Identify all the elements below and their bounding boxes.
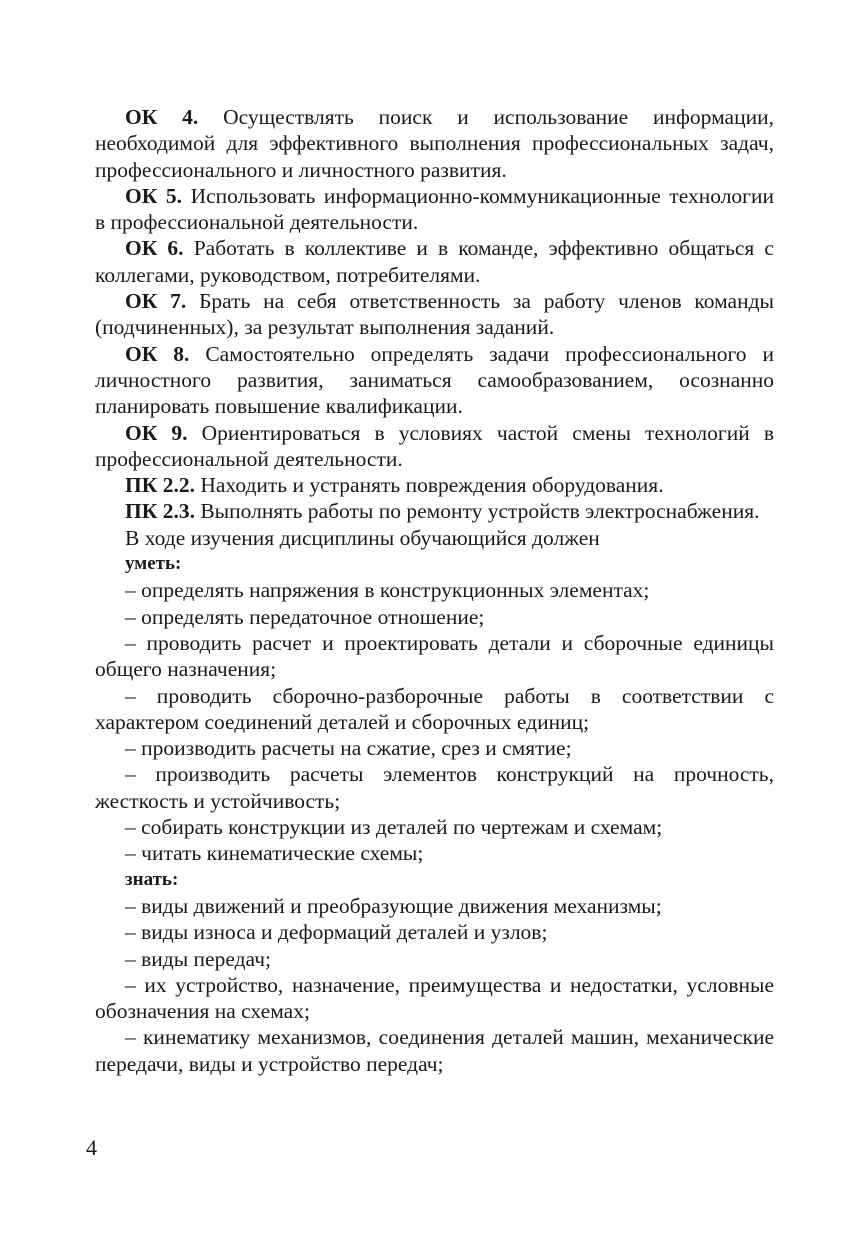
page-number: 4 bbox=[86, 1135, 97, 1160]
competency-ok4 bbox=[95, 104, 774, 183]
competency-text: Осуществлять поиск и использование информации, необходимой для эффективного выполнения профессиональных задач, профессионального и личностного развития. bbox=[95, 105, 774, 182]
competency-text: Брать на себя ответственность за работу членов команды (подчиненных), за результат выполнения заданий. bbox=[95, 289, 774, 340]
competency-code: ОК 6. bbox=[125, 236, 184, 261]
skill-item: – читать кинематические схемы; bbox=[125, 841, 424, 866]
competency-text: Находить и устранять повреждения оборудования. bbox=[200, 473, 664, 498]
intro-line: В ходе изучения дисциплины обучающийся должен bbox=[125, 525, 600, 550]
competency-ok7 bbox=[95, 288, 774, 341]
competency-text: Выполнять работы по ремонту устройств электроснабжения. bbox=[200, 499, 760, 524]
competency-ok6 bbox=[95, 235, 774, 288]
competency-ok8 bbox=[95, 341, 774, 420]
skill-item: – собирать конструкции из деталей по чертежам и схемам; bbox=[125, 815, 663, 840]
knowledge-item: – кинематику механизмов, соединения деталей машин, механические передачи, виды и устройство передач; bbox=[95, 1025, 774, 1076]
skill-item: – производить расчеты на сжатие, срез и смятие; bbox=[125, 736, 572, 761]
competency-text: Использовать информационно-коммуникационные технологии в профессиональной деятельности. bbox=[95, 183, 774, 235]
competency-text: Ориентироваться в условиях частой смены технологий в профессиональной деятельности. bbox=[95, 420, 774, 471]
competency-pk22 bbox=[95, 472, 774, 498]
competency-code: ОК 5. bbox=[125, 183, 182, 208]
competency-text: Работать в коллективе и в команде, эффективно общаться с коллегами, руководством, потребителями. bbox=[95, 236, 774, 287]
skill-item: – проводить расчет и проектировать детали и сборочные единицы общего назначения; bbox=[95, 630, 774, 682]
competency-text: Самостоятельно определять задачи профессионального и личностного развития, заниматься самообразованием, осознанно планировать повышение квалификации. bbox=[95, 341, 774, 419]
competency-code: ОК 7. bbox=[125, 289, 187, 314]
knowledge-label: знать: bbox=[125, 868, 179, 890]
competency-code: ПК 2.2. bbox=[125, 473, 195, 498]
body-text bbox=[95, 104, 774, 1077]
competency-code: ОК 8. bbox=[125, 341, 190, 366]
skill-item: – определять передаточное отношение; bbox=[125, 604, 485, 629]
skill-item: – производить расчеты элементов конструкций на прочность, жесткость и устойчивость; bbox=[95, 762, 774, 813]
competency-code: ОК 4. bbox=[125, 105, 199, 129]
competency-ok9 bbox=[95, 420, 774, 473]
competency-ok5 bbox=[95, 183, 774, 236]
competency-code: ПК 2.3. bbox=[125, 499, 195, 524]
skills-label: уметь: bbox=[125, 553, 182, 575]
knowledge-item: – виды износа и деформаций деталей и узлов; bbox=[125, 920, 548, 945]
knowledge-item: – их устройство, назначение, преимущества и недостатки, условные обозначения на схемах; bbox=[95, 972, 774, 1024]
skill-item: – определять напряжения в конструкционных элементах; bbox=[125, 578, 650, 603]
knowledge-item: – виды движений и преобразующие движения механизмы; bbox=[125, 893, 662, 918]
skill-item: – проводить сборочно-разборочные работы в соответствии с характером соединений деталей и сборочных единиц; bbox=[95, 683, 774, 734]
competency-pk23 bbox=[95, 498, 774, 524]
competency-code: ОК 9. bbox=[125, 420, 188, 445]
knowledge-item: – виды передач; bbox=[125, 946, 272, 971]
